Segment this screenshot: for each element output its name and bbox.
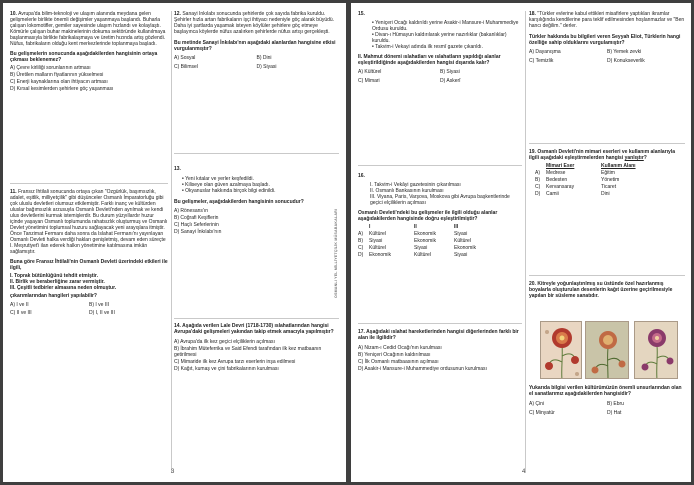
ebru-image-1 xyxy=(540,321,582,379)
option-a[interactable]: A) Sosyal xyxy=(174,55,196,61)
question-10 xyxy=(10,11,168,92)
statement-3: III. Çeşitli tedbirler almasına neden olmuştur. xyxy=(10,285,117,291)
option-a[interactable]: A) Rönesans'ın xyxy=(174,208,209,214)
ebru-image-2 xyxy=(585,321,629,379)
question-11 xyxy=(10,189,168,316)
option-c[interactable]: C) Temizlik xyxy=(529,58,554,64)
question-stem-emphasis: yanlıştır xyxy=(624,155,644,161)
option-d-label[interactable]: D) xyxy=(535,191,541,197)
option-d[interactable]: D) I, II ve III xyxy=(89,310,115,316)
question-number: 20. xyxy=(529,281,536,287)
answer-table xyxy=(358,224,522,258)
bullet-item: • Yeniçeri Ocağı kaldırıldı yerine Asakir-i Mansure-i Muhammediye Ordusu kuruldu. xyxy=(372,20,522,32)
option-c[interactable]: C) İlk Osmanlı matbaasının açılması xyxy=(358,359,439,365)
table-cell: Kervansaray xyxy=(546,184,575,190)
option-d[interactable]: D) Hat xyxy=(607,410,622,416)
option-b[interactable]: B) Coğrafi Keşiflerin xyxy=(174,215,219,221)
page-number: 4 xyxy=(522,469,526,475)
question-body: Fransız İhtilali sonucunda ortaya çıkan "Özgürlük, başımsızlık, adalet, eşitlik, milliyetçilik" gibi düşünceler Osmanlı İmparatorluğu gibi çok uluslu devletleri olumsuz etkilemiştir. Farklı inanç ve kültürden uluslar bağımsızlık arzusuyla Osmanlı Devleti'nden ayrılmak ve kendi ulus devletlerini kurmak istemişlerdir. Bu durum yüzyıllardır huzur içinde yaşayan Osmanlı toplumunda rahatsızlık oluşturmuş ve Osmanlı Devlet yönetimini toplumsal huzuru sağlayacak yeni arayışlara itmiştir. Önce Tanzimat Fermanı daha sonra da Islahat Fermanı'nı yayınlayan Osmanlı Devleti halka verdiği hakları genişletmiş, devam eden süreçte I. Meşrutiyet'i ilan ederek halkın yönetimine katılmasına imkân sağlamıştır. xyxy=(10,189,168,255)
question-stem: Osmanlı Devleti'nin mimari eserleri ve kullanım alanlarıyla ilgili aşağıdaki eşleştirmelerden hangisi xyxy=(529,149,675,161)
option-a[interactable]: A) I ve II xyxy=(10,302,29,308)
ebru-image-3 xyxy=(634,321,678,379)
statement-1: I. Toprak bütünlüğünü tehdit etmiştir. xyxy=(10,273,98,279)
table-cell: Dini xyxy=(601,191,610,197)
table-cell: Camii xyxy=(546,191,559,197)
statement-3: III. Viyana, Paris, Varşova, Moskova gibi Avrupa başkentlerinde geçici elçiliklerin açılması xyxy=(370,194,510,206)
table-cell: Siyasi xyxy=(454,231,468,237)
bullet-item: • Yeni kıtalar ve yerler keşfedildi. xyxy=(182,176,339,182)
option-b[interactable]: B) Üretilen malların fiyatlarının yükselmesi xyxy=(10,72,104,78)
option-c[interactable]: C) Enerji kaynaklarına olan ihtiyacın artması xyxy=(10,79,108,85)
question-body: Sanayi İnkılabı sonucunda şehirlerde çok sayıda fabrika kuruldu. Şehirler hızla artan fabrikaların işçi ihtiyacı nedeniyle göç alarak büyüdü. Daha iyi şartlarda yaşamak isteyen köylüler şehirlere göç etmeye başlayınca köylerde nüfus azalırken şehirlerde nüfus artışı gerçekleşti. xyxy=(174,11,335,35)
statement-2: II. Birlik ve beraberliğine zarar vermiştir. xyxy=(10,279,105,285)
question-14 xyxy=(174,323,339,372)
table-cell: Medrese xyxy=(546,170,566,176)
question-stem-2: Yukarıda bilgisi verilen kültürümüzün önemli unsurlarından olan el sanatlarımız aşağıdakilerden hangisidir? xyxy=(529,385,682,397)
option-c[interactable]: C) II ve III xyxy=(10,310,32,316)
option-b[interactable]: B) I ve III xyxy=(89,302,110,308)
option-b[interactable]: B) Dini xyxy=(256,55,272,61)
option-c[interactable]: C) Bilimsel xyxy=(174,64,198,70)
table-cell: Ekonomik xyxy=(414,238,436,244)
question-stem: Bu gelişmeler, aşağıdakilerden hangisinin sonucudur? xyxy=(174,199,304,205)
option-b-label[interactable]: B) xyxy=(358,238,363,244)
option-d-label[interactable]: D) xyxy=(358,252,364,258)
page-4 xyxy=(351,3,691,482)
question-16 xyxy=(358,173,522,258)
question-separator xyxy=(10,183,168,184)
question-stem: Kitreyle yoğunlaştırılmış su üstünde özel hazırlanmış boyalarla oluşturulan desenlerin kağıt üzerine geçirilmesiyle yapılan bir süsleme sanatıdır. xyxy=(529,281,673,299)
column-header: II xyxy=(414,224,417,230)
question-number: 18. xyxy=(529,11,536,17)
table-cell: Kültürel xyxy=(369,231,386,237)
option-d[interactable]: D) Askerî xyxy=(440,78,461,84)
answer-table xyxy=(535,163,685,197)
table-cell: Siyasi xyxy=(369,238,383,244)
question-17 xyxy=(358,329,522,372)
column-header: III xyxy=(454,224,459,230)
question-stem: Osmanlı Devleti'ndeki bu gelişmeler ile ilgili olduğu alanlar aşağıdakilerden hangisinde doğru eşleştirilmiştir? xyxy=(358,210,498,222)
question-body: Avrupa'da bilim-teknoloji ve ulaşım alanında meydana gelen gelişmelerle birlikte önemli değişimler yaşanmaya başlandı. Buharla çalışan lokomotifler, gemiler sayesinde ulaşım hızlandı ve kolaylaştı. Kömürle çalışan buhar makinelerinin dokuma sektöründe kullanılmaya başlanmasıyla birlikte fabrikalaşmaya ve üretim hızında artış gözlendi. Nüfus, fabrikaların olduğu kent merkezlerinde toplanmaya başladı. xyxy=(10,11,166,47)
question-stem: Bu metinde Sanayi İnkılabı'nın aşağıdaki alanlardan hangisine etkisi vurgulanmıştır? xyxy=(174,40,336,52)
table-cell: Yönetim xyxy=(601,177,620,183)
table-cell: Siyasi xyxy=(414,245,428,251)
option-b[interactable]: B) Ebru xyxy=(607,401,624,407)
question-separator xyxy=(174,153,339,154)
side-watermark: OSMANLI YEL MİLLİYETÇİLİK MÜSABAKALARI xyxy=(334,208,338,298)
question-stem: Buna göre Fransız İhtilali'nin Osmanlı Devleti üzerindeki etkileri ile ilgili, xyxy=(10,259,168,271)
option-c-label[interactable]: C) xyxy=(358,245,364,251)
question-separator xyxy=(529,143,685,144)
table-cell: Ekonomik xyxy=(454,245,476,251)
page-3 xyxy=(3,3,346,482)
question-15 xyxy=(358,11,522,84)
question-separator xyxy=(529,275,685,276)
table-cell: Kültürel xyxy=(414,252,431,258)
option-a-label[interactable]: A) xyxy=(535,170,540,176)
option-a[interactable]: A) Çevre kirliliği sorunlarının artması xyxy=(10,65,91,71)
option-c-label[interactable]: C) xyxy=(535,184,541,190)
option-c[interactable]: C) Mimaride ilk kez Avrupa tarzı eserlerin inşa edilmesi xyxy=(174,359,296,365)
question-number: 13. xyxy=(174,166,181,172)
question-number: 12. xyxy=(174,11,181,17)
question-stem: II. Mahmut dönemi ıslahatları ve ıslahatların yapıldığı alanlar eşleştirildiğinde aşağıdakilerden hangisi dışarıda kalır? xyxy=(358,54,501,66)
option-d[interactable]: D) Sanayi İnkılabı'nın xyxy=(174,229,222,235)
question-20-cont xyxy=(529,385,685,416)
bullet-item: • Okyanuslar hakkında birçok bilgi edinildi. xyxy=(182,188,339,194)
table-cell: Ekonomik xyxy=(414,231,436,237)
option-a[interactable]: A) Kültürel xyxy=(358,69,382,75)
question-stem-end: ? xyxy=(643,155,647,161)
question-stem: Bu gelişmelerin sonucunda aşağıdakilerden hangisinin ortaya çıkması beklenemez? xyxy=(10,51,158,63)
column-header: I xyxy=(369,224,371,230)
bullet-item: • Kiliseye olan güven azalmaya başladı. xyxy=(182,182,339,188)
option-b[interactable]: B) Yemek zevki xyxy=(607,49,642,55)
question-number: 15. xyxy=(358,11,365,17)
table-cell: Bedesten xyxy=(546,177,568,183)
bullet-item: • Takvim-i Vekayi adında ilk resmî gazete çıkarıldı. xyxy=(372,44,522,50)
option-d[interactable]: D) Siyasi xyxy=(256,64,277,70)
statement-1: I. Takvim-i Vekâyi gazetesinin çıkarılması xyxy=(370,182,461,188)
table-cell: Siyasi xyxy=(454,252,468,258)
question-stem: Türkler hakkında bu bilgileri veren Seyyah Eliot, Türklerin hangi özelliğe sahip olduklarını vurgulamıştır? xyxy=(529,34,681,46)
column-divider xyxy=(525,11,526,473)
column-header: Mimari Eser xyxy=(546,163,575,169)
question-number: 14. xyxy=(174,323,181,329)
option-d[interactable]: D) Kırsal kesimlerden şehirlere göç yaşanması xyxy=(10,86,114,92)
question-number: 17. xyxy=(358,329,365,335)
question-separator xyxy=(174,318,339,319)
option-a[interactable]: A) Çini xyxy=(529,401,545,407)
question-number: 11. xyxy=(10,189,17,195)
question-19 xyxy=(529,149,685,197)
question-separator xyxy=(358,323,522,324)
option-a-label[interactable]: A) xyxy=(358,231,363,237)
option-b[interactable]: B) Yeniçeri Ocağının kaldırılması xyxy=(358,352,431,358)
option-a[interactable]: A) Nizam-ı Cedid Ocağı'nın kurulması xyxy=(358,345,442,351)
option-a[interactable]: A) Avrupa'da ilk kez geçici elçiliklerin açılması xyxy=(174,339,275,345)
column-divider xyxy=(171,11,175,475)
table-cell: Eğitim xyxy=(601,170,615,176)
option-c[interactable]: C) Mimari xyxy=(358,78,380,84)
option-c[interactable]: C) Minyatür xyxy=(529,410,555,416)
question-separator xyxy=(358,165,522,166)
question-number: 16. xyxy=(358,173,365,179)
option-d[interactable]: D) Asakir-i Mansure-i Muhammediye ordusunun kurulması xyxy=(358,366,487,372)
bullet-item: • Divan-ı Hümayun kaldırılarak yerine nazırlıklar (bakanlıklar) kuruldu. xyxy=(372,32,522,44)
table-cell: Kültürel xyxy=(454,238,471,244)
option-d[interactable]: D) Kağıt, kumaş ve çini fabrikalarının kurulması xyxy=(174,366,279,372)
option-b[interactable]: B) Siyasi xyxy=(440,69,460,75)
question-18 xyxy=(529,11,685,64)
table-cell: Ekonomik xyxy=(369,252,391,258)
option-c[interactable]: C) Haçlı Seferlerinin xyxy=(174,222,219,228)
table-cell: Ticaret xyxy=(601,184,617,190)
page-number: 3 xyxy=(171,469,175,475)
column-header: Kullanım Alanı xyxy=(601,163,636,169)
option-b[interactable]: B) İbrahim Müteferrika ve Said Efendi tarafından ilk kez matbaanın getirilmesi xyxy=(174,346,322,358)
question-stem: Aşağıda verilen Lale Devri (1718-1730) ıslahatlarından hangisi Avrupa'daki gelişmeleri yakından takip etmek amacıyla yapılmıştır? xyxy=(174,323,334,335)
question-number: 19. xyxy=(529,149,536,155)
question-stem: Aşağıdaki ıslahat hareketlerinden hangisi diğerlerinden farklı bir alan ile ilgilidir? xyxy=(358,329,519,341)
option-d[interactable]: D) Konukseverlik xyxy=(607,58,645,64)
question-13 xyxy=(174,166,339,235)
question-number: 10. xyxy=(10,11,17,17)
question-stem-2: çıkarımlarından hangileri yapılabilir? xyxy=(10,293,97,299)
question-12 xyxy=(174,11,339,70)
option-b-label[interactable]: B) xyxy=(535,177,540,183)
statement-2: II. Osmanlı Bankasının kurulması xyxy=(370,188,444,194)
table-cell: Kültürel xyxy=(369,245,386,251)
option-a[interactable]: A) Dayanışma xyxy=(529,49,561,55)
question-body: "Türkler evlerine kabul ettikleri misafirlere yaptıkları ikramlar karşılığında kendilerine para teklif edilmesinden hoşlanmazlar ve "Ben hancı değilim." derler. xyxy=(529,11,685,29)
